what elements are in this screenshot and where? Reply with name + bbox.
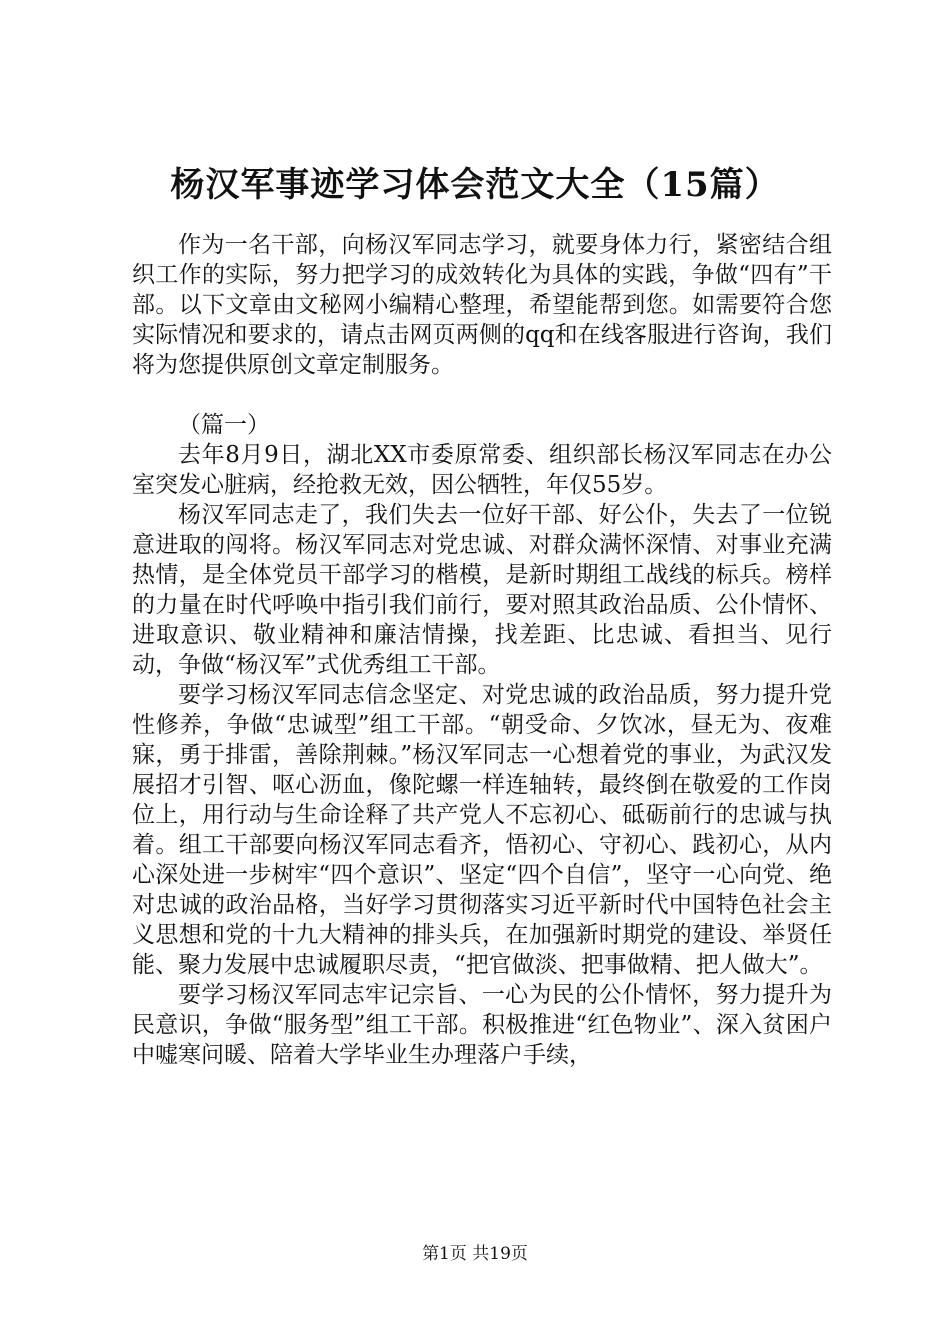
document-body <box>132 230 832 1070</box>
body-paragraph: 去年8月9日，湖北XX市委原常委、组织部长杨汉军同志在办公室突发心脏病，经抢救无效，因公牺牲，年仅55岁。 <box>132 442 832 498</box>
page-number-footer: 第1页 共19页 <box>422 1244 528 1264</box>
section-heading: （篇一） <box>178 412 270 438</box>
intro-paragraph: 作为一名干部，向杨汉军同志学习，就要身体力行，紧密结合组织工作的实际，努力把学习的成效转化为具体的实践，争做“四有”干部。以下文章由文秘网小编精心整理，希望能帮到您。如需要符合您实际情况和要求的，请点击网页两侧的qq和在线客服进行咨询，我们将为您提供原创文章定制服务。 <box>132 232 832 378</box>
body-paragraph: 要学习杨汉军同志信念坚定、对党忠诚的政治品质，努力提升党性修养，争做“忠诚型”组工干部。“朝受命、夕饮冰，昼无为、夜难寐，勇于排雷，善除荆棘。”杨汉军同志一心想着党的事业，为武汉发展招才引智、呕心沥血，像陀螺一样连轴转，最终倒在敬爱的工作岗位上，用行动与生命诠释了共产党人不忘初心、砥砺前行的忠诚与执着。组工干部要向杨汉军同志看齐，悟初心、守初心、践初心，从内心深处进一步树牢“四个意识”、坚定“四个自信”，坚守一心向党、绝对忠诚的政治品格，当好学习贯彻落实习近平新时代中国特色社会主义思想和党的十九大精神的排头兵，在加强新时期党的建设、举贤任能、聚力发展中忠诚履职尽责，“把官做淡、把事做精、把人做大”。 <box>132 682 832 978</box>
body-paragraph: 杨汉军同志走了，我们失去一位好干部、好公仆，失去了一位锐意进取的闯将。杨汉军同志对党忠诚、对群众满怀深情、对事业充满热情，是全体党员干部学习的楷模，是新时期组工战线的标兵。榜样的力量在时代呼唤中指引我们前行，要对照其政治品质、公仆情怀、进取意识、敬业精神和廉洁情操，找差距、比忠诚、看担当、见行动，争做“杨汉军”式优秀组工干部。 <box>132 502 832 678</box>
body-paragraph: 要学习杨汉军同志牢记宗旨、一心为民的公仆情怀，努力提升为民意识，争做“服务型”组工干部。积极推进“红色物业”、深入贫困户中嘘寒问暖、陪着大学毕业生办理落户手续， <box>132 982 832 1068</box>
document-title: 杨汉军事迹学习体会范文大全（15篇） <box>170 165 780 205</box>
